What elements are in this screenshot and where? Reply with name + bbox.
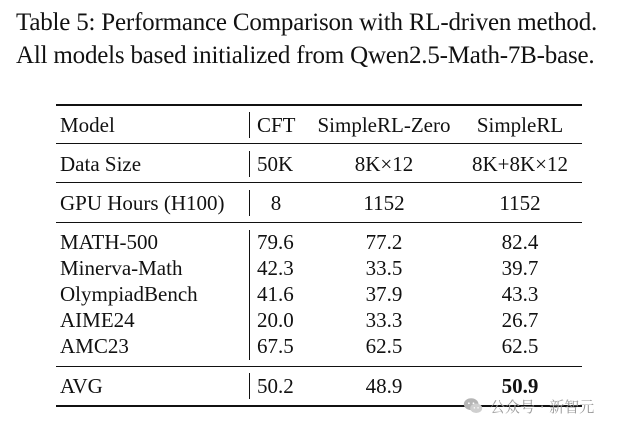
table-row-zero: 77.2 [365, 230, 403, 254]
avg-rl-best: 50.9 [501, 374, 539, 398]
caption-line-2: All models based initialized from Qwen2.5-Math-7B-base. [16, 42, 595, 69]
wechat-icon [462, 395, 484, 417]
table-row-rl: 62.5 [501, 334, 539, 358]
table-row-zero: 62.5 [365, 334, 403, 358]
gpu-hours-zero: 1152 [363, 191, 405, 215]
column-divider [249, 151, 250, 177]
table-row-rl: 26.7 [501, 308, 539, 332]
table-row-cft: 20.0 [257, 308, 294, 332]
avg-cft: 50.2 [257, 374, 294, 398]
data-size-label: Data Size [60, 152, 142, 176]
table-row-cft: 67.5 [257, 334, 294, 358]
data-size-rl: 8K+8K×12 [471, 152, 569, 176]
header-simplerl: SimpleRL [476, 113, 564, 137]
header-cft: CFT [257, 113, 296, 137]
watermark-text: 公众号 · 新智元 [490, 397, 595, 416]
table-row-rl: 39.7 [501, 256, 539, 280]
column-divider [249, 373, 250, 399]
avg-label: AVG [60, 374, 103, 398]
table-row-rl: 82.4 [501, 230, 539, 254]
table-row-label: OlympiadBench [60, 282, 198, 306]
watermark [462, 395, 594, 417]
column-divider [249, 190, 250, 216]
data-size-cft: 50K [257, 152, 294, 176]
table-row-zero: 37.9 [365, 282, 403, 306]
table-row-rl: 43.3 [501, 282, 539, 306]
header-model: Model [60, 113, 115, 137]
table-row-label: MATH-500 [60, 230, 158, 254]
data-size-rule [56, 182, 582, 183]
avg-zero: 48.9 [365, 374, 403, 398]
header-rule [56, 143, 582, 144]
table-row-cft: 42.3 [257, 256, 294, 280]
gpu-hours-rule [56, 222, 582, 223]
table-row-label: Minerva-Math [60, 256, 183, 280]
table-row-label: AIME24 [60, 308, 135, 332]
table-row-zero: 33.5 [365, 256, 403, 280]
table-row-zero: 33.3 [365, 308, 403, 332]
top-rule [56, 104, 582, 106]
column-divider [249, 230, 250, 360]
table-row-label: AMC23 [60, 334, 129, 358]
column-divider [249, 112, 250, 138]
gpu-hours-cft: 8 [270, 191, 282, 215]
table-row-cft: 79.6 [257, 230, 294, 254]
data-size-zero: 8K×12 [354, 152, 414, 176]
table-row-cft: 41.6 [257, 282, 294, 306]
benchmarks-rule [56, 366, 582, 367]
gpu-hours-rl: 1152 [499, 191, 541, 215]
header-simplerl-zero: SimpleRL-Zero [317, 113, 451, 137]
caption-line-1: Table 5: Performance Comparison with RL-driven method. [16, 9, 598, 36]
gpu-hours-label: GPU Hours (H100) [60, 191, 225, 215]
table-caption [16, 6, 628, 72]
